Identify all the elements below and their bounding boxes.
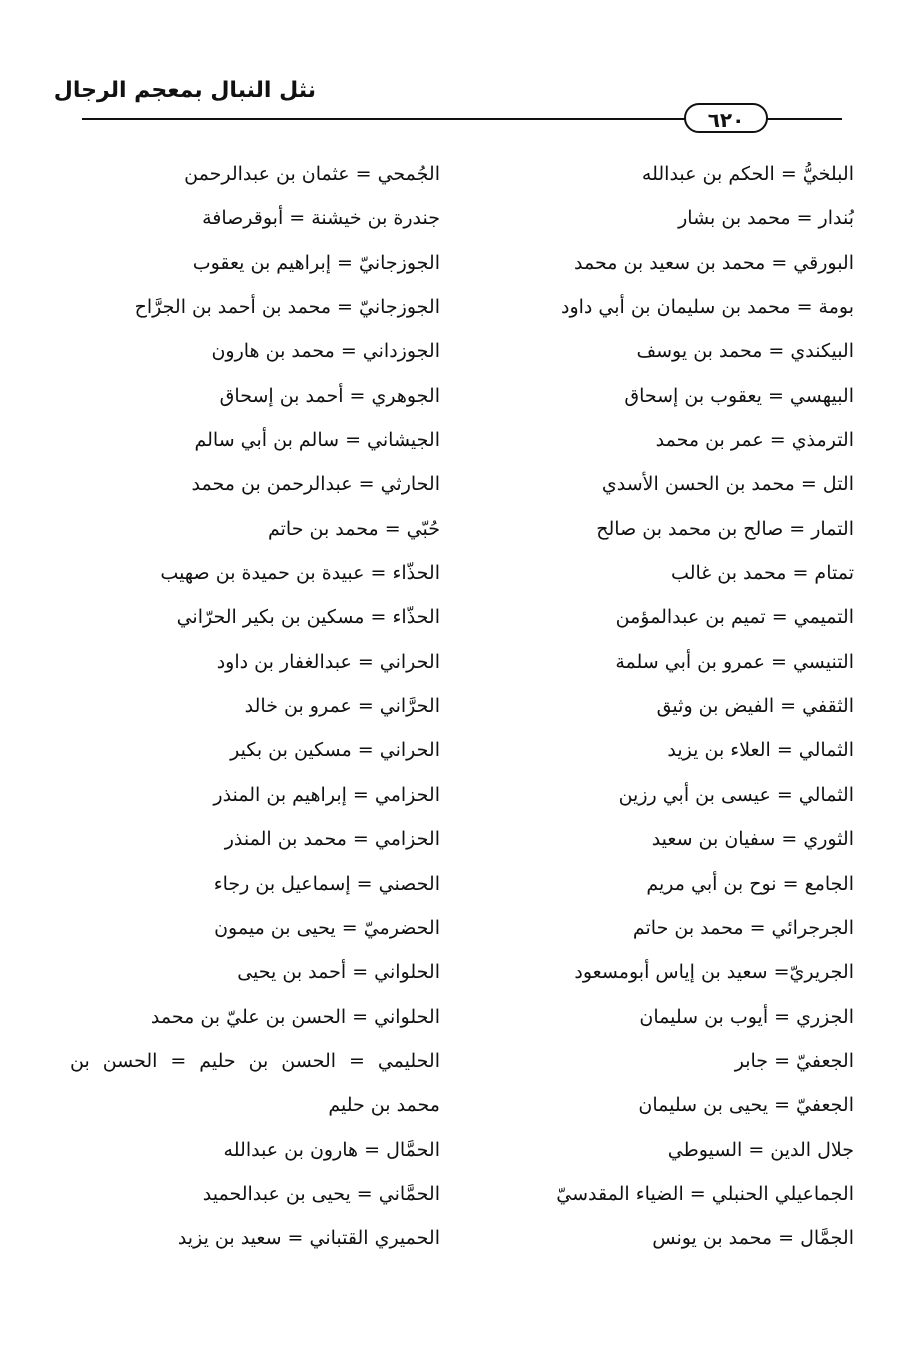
index-entry: الحراني = عبدالغفار بن داود [216, 650, 440, 673]
index-entry: الجمَّال = محمد بن يونس [652, 1227, 854, 1250]
index-entry: جندرة بن خيشنة = أبوقرصافة [202, 207, 440, 230]
index-entry: الثمالي = عيسى بن أبي رزين [618, 783, 854, 806]
index-entry: البورقي = محمد بن سعيد بن محمد [574, 251, 854, 274]
index-entry: الحلواني = أحمد بن يحيى [237, 961, 440, 984]
index-entry: التنيسي = عمرو بن أبي سلمة [615, 650, 854, 673]
left-column [70, 152, 440, 1261]
index-entry: الجُمحي = عثمان بن عبدالرحمن [184, 163, 440, 185]
index-entry: حُبّي = محمد بن حاتم [267, 517, 440, 540]
index-entry: الجعفيّ = يحيى بن سليمان [638, 1094, 854, 1117]
index-entry: الحزامي = محمد بن المنذر [224, 828, 440, 851]
index-entry: التمار = صالح بن محمد بن صالح [596, 517, 854, 540]
index-entry: الثمالي = العلاء بن يزيد [667, 739, 854, 762]
index-entry: الجامع = نوح بن أبي مريم [646, 872, 854, 895]
index-entry: الجريريّ= سعيد بن إياس أبومسعود [574, 961, 854, 984]
index-entry: الثوري = سفيان بن سعيد [651, 828, 854, 851]
index-entry: الجزري = أيوب بن سليمان [639, 1005, 854, 1028]
index-entry: الحضرميّ = يحيى بن ميمون [214, 916, 440, 939]
index-entry: الجوزجانيّ = محمد بن أحمد بن الجرَّاح [134, 296, 440, 319]
index-entry: الترمذي = عمر بن محمد [655, 429, 854, 452]
index-entry: الجوهري = أحمد بن إسحاق [219, 384, 440, 407]
index-entry: بومة = محمد بن سليمان بن أبي داود [560, 296, 854, 319]
index-entry: جلال الدين = السيوطي [667, 1138, 854, 1161]
index-entry: الجوزجانيّ = إبراهيم بن يعقوب [192, 251, 440, 274]
index-entry: الحمَّاني = يحيى بن عبدالحميد [202, 1182, 440, 1205]
index-entry: الجوزداني = محمد بن هارون [211, 340, 440, 363]
index-entry: الحارثي = عبدالرحمن بن محمد [191, 473, 440, 496]
index-entry: البلخيُّ = الحكم بن عبدالله [641, 163, 854, 185]
index-entry: الجيشاني = سالم بن أبي سالم [194, 429, 440, 452]
index-entry: التل = محمد بن الحسن الأسدي [601, 473, 854, 496]
page-number-badge: ٦٢٠ [684, 103, 768, 133]
index-entry: الحصني = إسماعيل بن رجاء [213, 872, 440, 895]
index-entry: التميمي = تميم بن عبدالمؤمن [615, 606, 854, 629]
index-entry: الحليمي = الحسن بن حليم = الحسن بن [70, 1049, 440, 1072]
right-column [470, 152, 854, 1261]
index-entry: تمتام = محمد بن غالب [671, 562, 854, 585]
index-entry: الحذّاء = عبيدة بن حميدة بن صهيب [160, 562, 440, 585]
index-entry: الحذّاء = مسكين بن بكير الحرّاني [176, 606, 440, 629]
index-entry: الحميري القتباني = سعيد بن يزيد [177, 1227, 440, 1250]
index-entry: محمد بن حليم [328, 1094, 440, 1117]
index-entry: الثقفي = الفيض بن وثيق [656, 695, 854, 718]
running-header-title: نثل النبال بمعجم الرجال [53, 78, 316, 103]
index-entry: الجماعيلي الحنبلي = الضياء المقدسيّ [556, 1182, 854, 1205]
index-entry: الحرَّاني = عمرو بن خالد [244, 695, 440, 718]
index-entry: البيهسي = يعقوب بن إسحاق [624, 384, 854, 407]
index-entry: الجعفيّ = جابر [734, 1049, 854, 1072]
index-entry: البيكندي = محمد بن يوسف [636, 340, 854, 363]
index-entry: الحراني = مسكين بن بكير [230, 739, 440, 762]
index-entry: الجرجرائي = محمد بن حاتم [632, 916, 854, 939]
index-entry: الحمَّال = هارون بن عبدالله [223, 1138, 440, 1161]
index-entry: بُندار = محمد بن بشار [678, 207, 854, 230]
index-entry: الحلواني = الحسن بن عليّ بن محمد [150, 1005, 440, 1028]
index-entry: الحزامي = إبراهيم بن المنذر [213, 783, 440, 806]
